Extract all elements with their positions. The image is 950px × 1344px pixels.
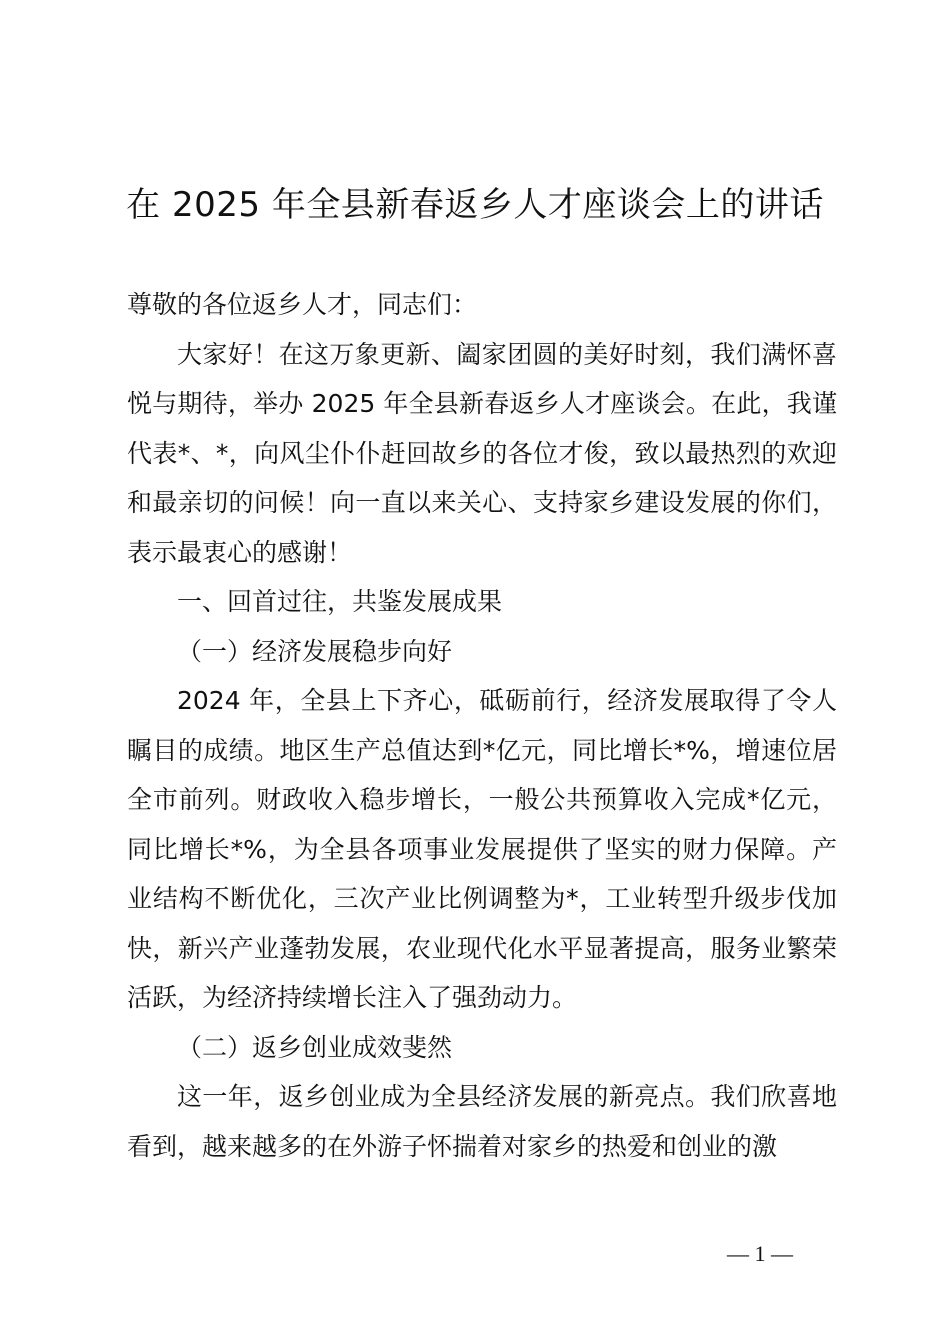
page-number: — 1 — bbox=[727, 1241, 793, 1266]
subsection-heading-2: （二）返乡创业成效斐然 bbox=[177, 1032, 453, 1062]
document-body bbox=[127, 280, 837, 1171]
salutation: 尊敬的各位返乡人才，同志们： bbox=[127, 290, 478, 319]
entrepreneurship-paragraph: 这一年，返乡创业成为全县经济发展的新亮点。我们欣喜地看到，越来越多的在外游子怀揣着对家乡的热爱和创业的激 bbox=[127, 1082, 837, 1161]
opening-paragraph: 大家好！在这万象更新、阖家团圆的美好时刻，我们满怀喜悦与期待，举办 2025 年全县新春返乡人才座谈会。在此，我谨代表*、*，向风尘仆仆赶回故乡的各位才俊，致以最热烈的欢迎和最亲切的问候！向一直以来关心、支持家乡建设发展的你们，表示最衷心的感谢！ bbox=[127, 339, 837, 567]
economy-paragraph: 2024 年，全县上下齐心，砥砺前行，经济发展取得了令人瞩目的成绩。地区生产总值达到*亿元，同比增长*%，增速位居全市前列。财政收入稳步增长，一般公共预算收入完成*亿元，同比增长*%，为全县各项事业发展提供了坚实的财力保障。产业结构不断优化，三次产业比例调整为*，工业转型升级步伐加快，新兴产业蓬勃发展，农业现代化水平显著提高，服务业繁荣活跃，为经济持续增长注入了强劲动力。 bbox=[127, 686, 837, 1012]
document-title: 在 2025 年全县新春返乡人才座谈会上的讲话 bbox=[126, 185, 824, 225]
section-heading-1: 一、回首过往，共鉴发展成果 bbox=[177, 587, 503, 616]
subsection-heading-1: （一）经济发展稳步向好 bbox=[177, 636, 453, 666]
